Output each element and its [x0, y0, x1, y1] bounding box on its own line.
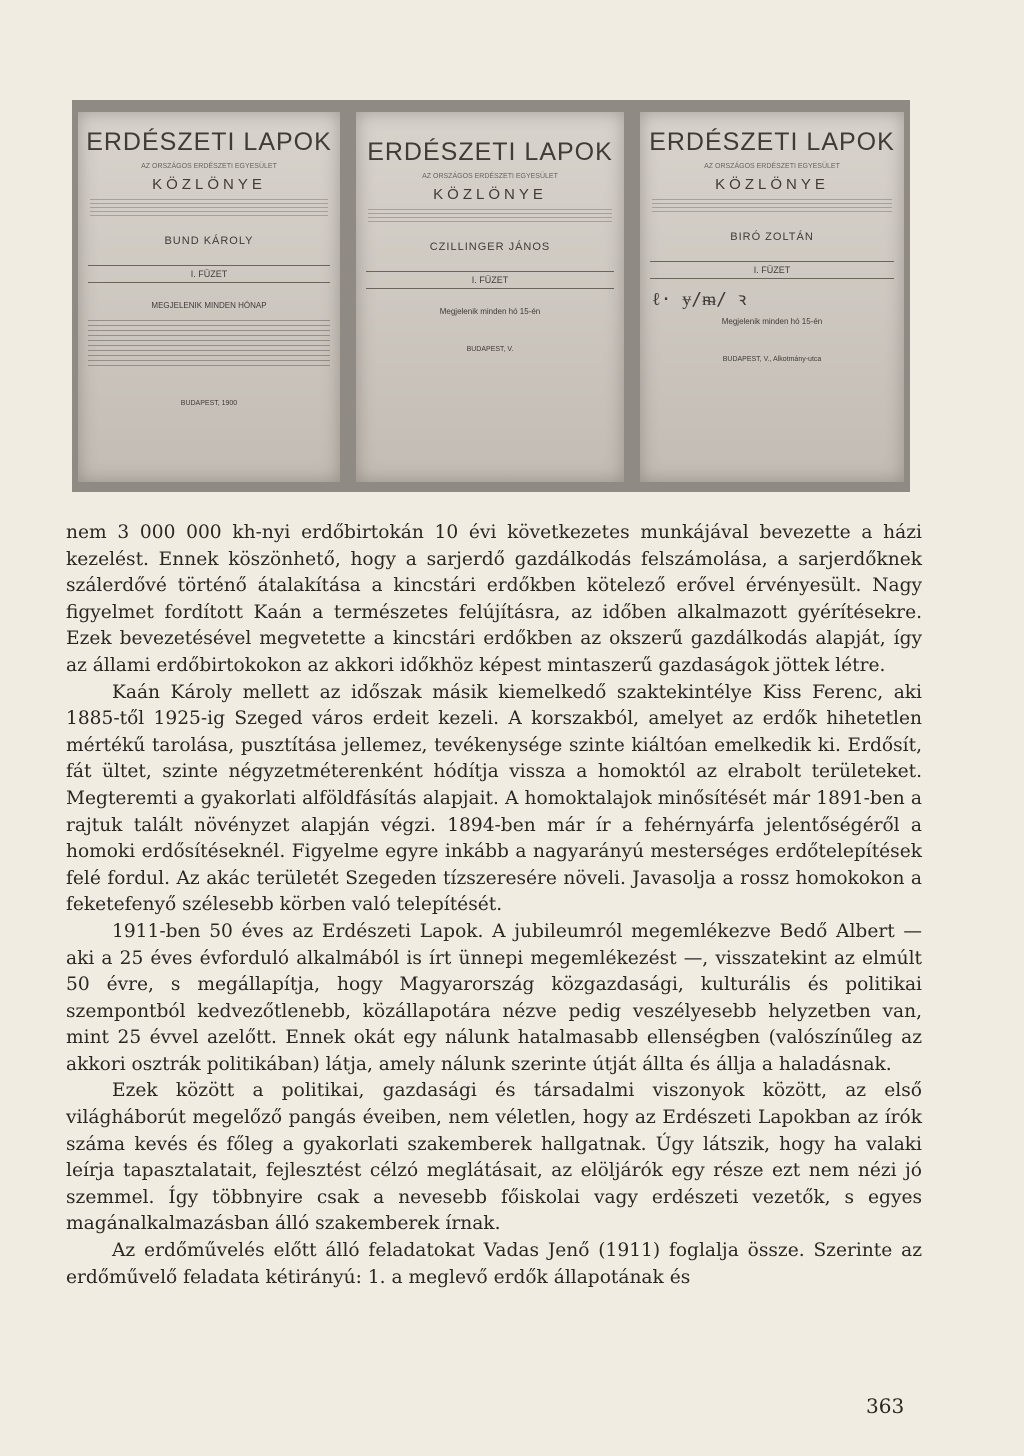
body-text: [66, 520, 922, 1291]
cover-small-print: [652, 199, 892, 213]
cover-editor: BUND KÁROLY: [164, 235, 254, 247]
cover-subtitle: AZ ORSZÁGOS ERDÉSZETI EGYESÜLET: [422, 173, 558, 180]
cover-editor: CZILLINGER JÁNOS: [429, 241, 551, 253]
paragraph-3: 1911-ben 50 éves az Erdészeti Lapok. A jubileumról megemlékezve Bedő Albert — aki a 25 éves évforduló alkalmából is írt ünnepi megemlékezést —, visszatekint az elmúlt 50 évre, s megállapítja, hogy Magyarország közgazdasági, kulturális és politikai szempontból kedvezőtlenebb, közállapotára nézve pedig veszélyesebb helyzetben van, mint 25 évvel azelőtt. Ennek okát egy nálunk hatalmasabb ellenségben (valószínűleg az akkori osztrák politikában) látja, amely nálunk szerinte útját állta és állja a haladásnak.: [66, 920, 922, 1075]
cover-subtitle: AZ ORSZÁGOS ERDÉSZETI EGYESÜLET: [141, 163, 277, 170]
paragraph-4: Ezek között a politikai, gazdasági és társadalmi viszonyok között, az első világháborút megelőző pangás éveiben, nem véletlen, hogy az Erdészeti Lapokban az írók száma kevés és főleg a gyakorlati szakemberek hallgatnak. Úgy látszik, hogy ha valaki leírja tapasztalatait, fejlesztést célzó meglátásait, az elöljárók egy része ezt nem nézi jó szemmel. Így többnyire csak a nevesebb főiskolai vagy erdészeti vezetők, s egyes magánalkalmazásban álló szakemberek írnak.: [66, 1080, 922, 1235]
paragraph-1: nem 3 000 000 kh-nyi erdőbirtokán 10 évi következetes munkájával bevezette a házi kezelést. Ennek köszönhető, hogy a sarjerdő gazdálkodás felszámolása, a sarjerdőknek szálerdővé történő átalakítása a kincstári erdőkben kötelező erővel érvényesült. Nagy figyelmet fordított Kaán a természetes felújításra, az időben alkalmazott gyérítésekre. Ezek bevezetésével megvetette a kincstári erdőkben az okszerű gazdálkodás alapját, így az állami erdőbirtokokon az akkori időkhöz képest mintaszerű gazdaságok jöttek létre.: [66, 522, 922, 676]
cover-title: ERDÉSZETI LAPOK: [649, 128, 895, 156]
cover-images-figure: [72, 100, 910, 492]
handwritten-signature: ℓ· ɏ/ᵯ/ ꝛ: [652, 289, 747, 310]
cover-subtitle: AZ ORSZÁGOS ERDÉSZETI EGYESÜLET: [704, 163, 840, 170]
cover-kozlonye: KÖZLÖNYE: [433, 186, 547, 203]
cover-3: [640, 112, 904, 482]
cover-small-print: [368, 209, 612, 223]
cover-1: [78, 112, 340, 482]
cover-title: ERDÉSZETI LAPOK: [86, 128, 332, 156]
cover-small-print: [90, 199, 328, 217]
cover-2: [356, 112, 624, 482]
cover-title: ERDÉSZETI LAPOK: [367, 138, 613, 166]
paragraph-5: Az erdőművelés előtt álló feladatokat Vadas Jenő (1911) foglalja össze. Szerinte az erdőművelő feladata kétirányú: 1. a meglevő erdők állapotának és: [66, 1240, 922, 1288]
cover-issue: I. FÜZET: [366, 271, 614, 289]
cover-text-lines: [88, 320, 330, 370]
cover-kozlonye: KÖZLÖNYE: [715, 176, 829, 193]
paragraph-2: Kaán Károly mellett az időszak másik kiemelkedő szaktekintélye Kiss Ferenc, aki 1885-től 1925-ig Szeged város erdeit kezeli. A korszakból, amelyet az erdők hihetetlen mértékű tarolása, pusztítása jellemez, tevékenysége szinte kiáltóan emelkedik ki. Erdősít, fát ültet, szinte négyzetméterenként hódítja vissza a homoktól az elrabolt területeket. Megteremti a gyakorlati alföldfásítás alapjait. A homoktalajok minősítését már 1891-ben a rajtuk talált növényzet alapján végzi. 1894-ben már ír a fehérnyárfa jelentőségéről a homoki erdősítéseknél. Figyelme egyre inkább a nagyarányú mesterséges erdőtelepítések felé fordul. Az akác területét Szegeden tízszeresére növeli. Javasolja a rossz homokokon a feketefenyő szélesebb körben való telepítését.: [66, 681, 922, 916]
cover-budapest: BUDAPEST, V.: [466, 346, 514, 353]
cover-budapest: BUDAPEST, V., Alkotmány-utca: [722, 356, 822, 363]
cover-megjelenik: Megjelenik minden hó 15-én: [439, 307, 541, 316]
cover-budapest: BUDAPEST, 1900: [180, 400, 238, 407]
cover-issue: I. FÜZET: [650, 261, 894, 279]
cover-megjelenik: MEGJELENIK MINDEN HÓNAP: [151, 301, 267, 310]
cover-megjelenik: Megjelenik minden hó 15-én: [721, 317, 823, 326]
cover-editor: BIRÓ ZOLTÁN: [730, 231, 814, 243]
cover-kozlonye: KÖZLÖNYE: [152, 176, 266, 193]
cover-issue: I. FÜZET: [88, 265, 330, 283]
page-number: 363: [866, 1394, 905, 1418]
